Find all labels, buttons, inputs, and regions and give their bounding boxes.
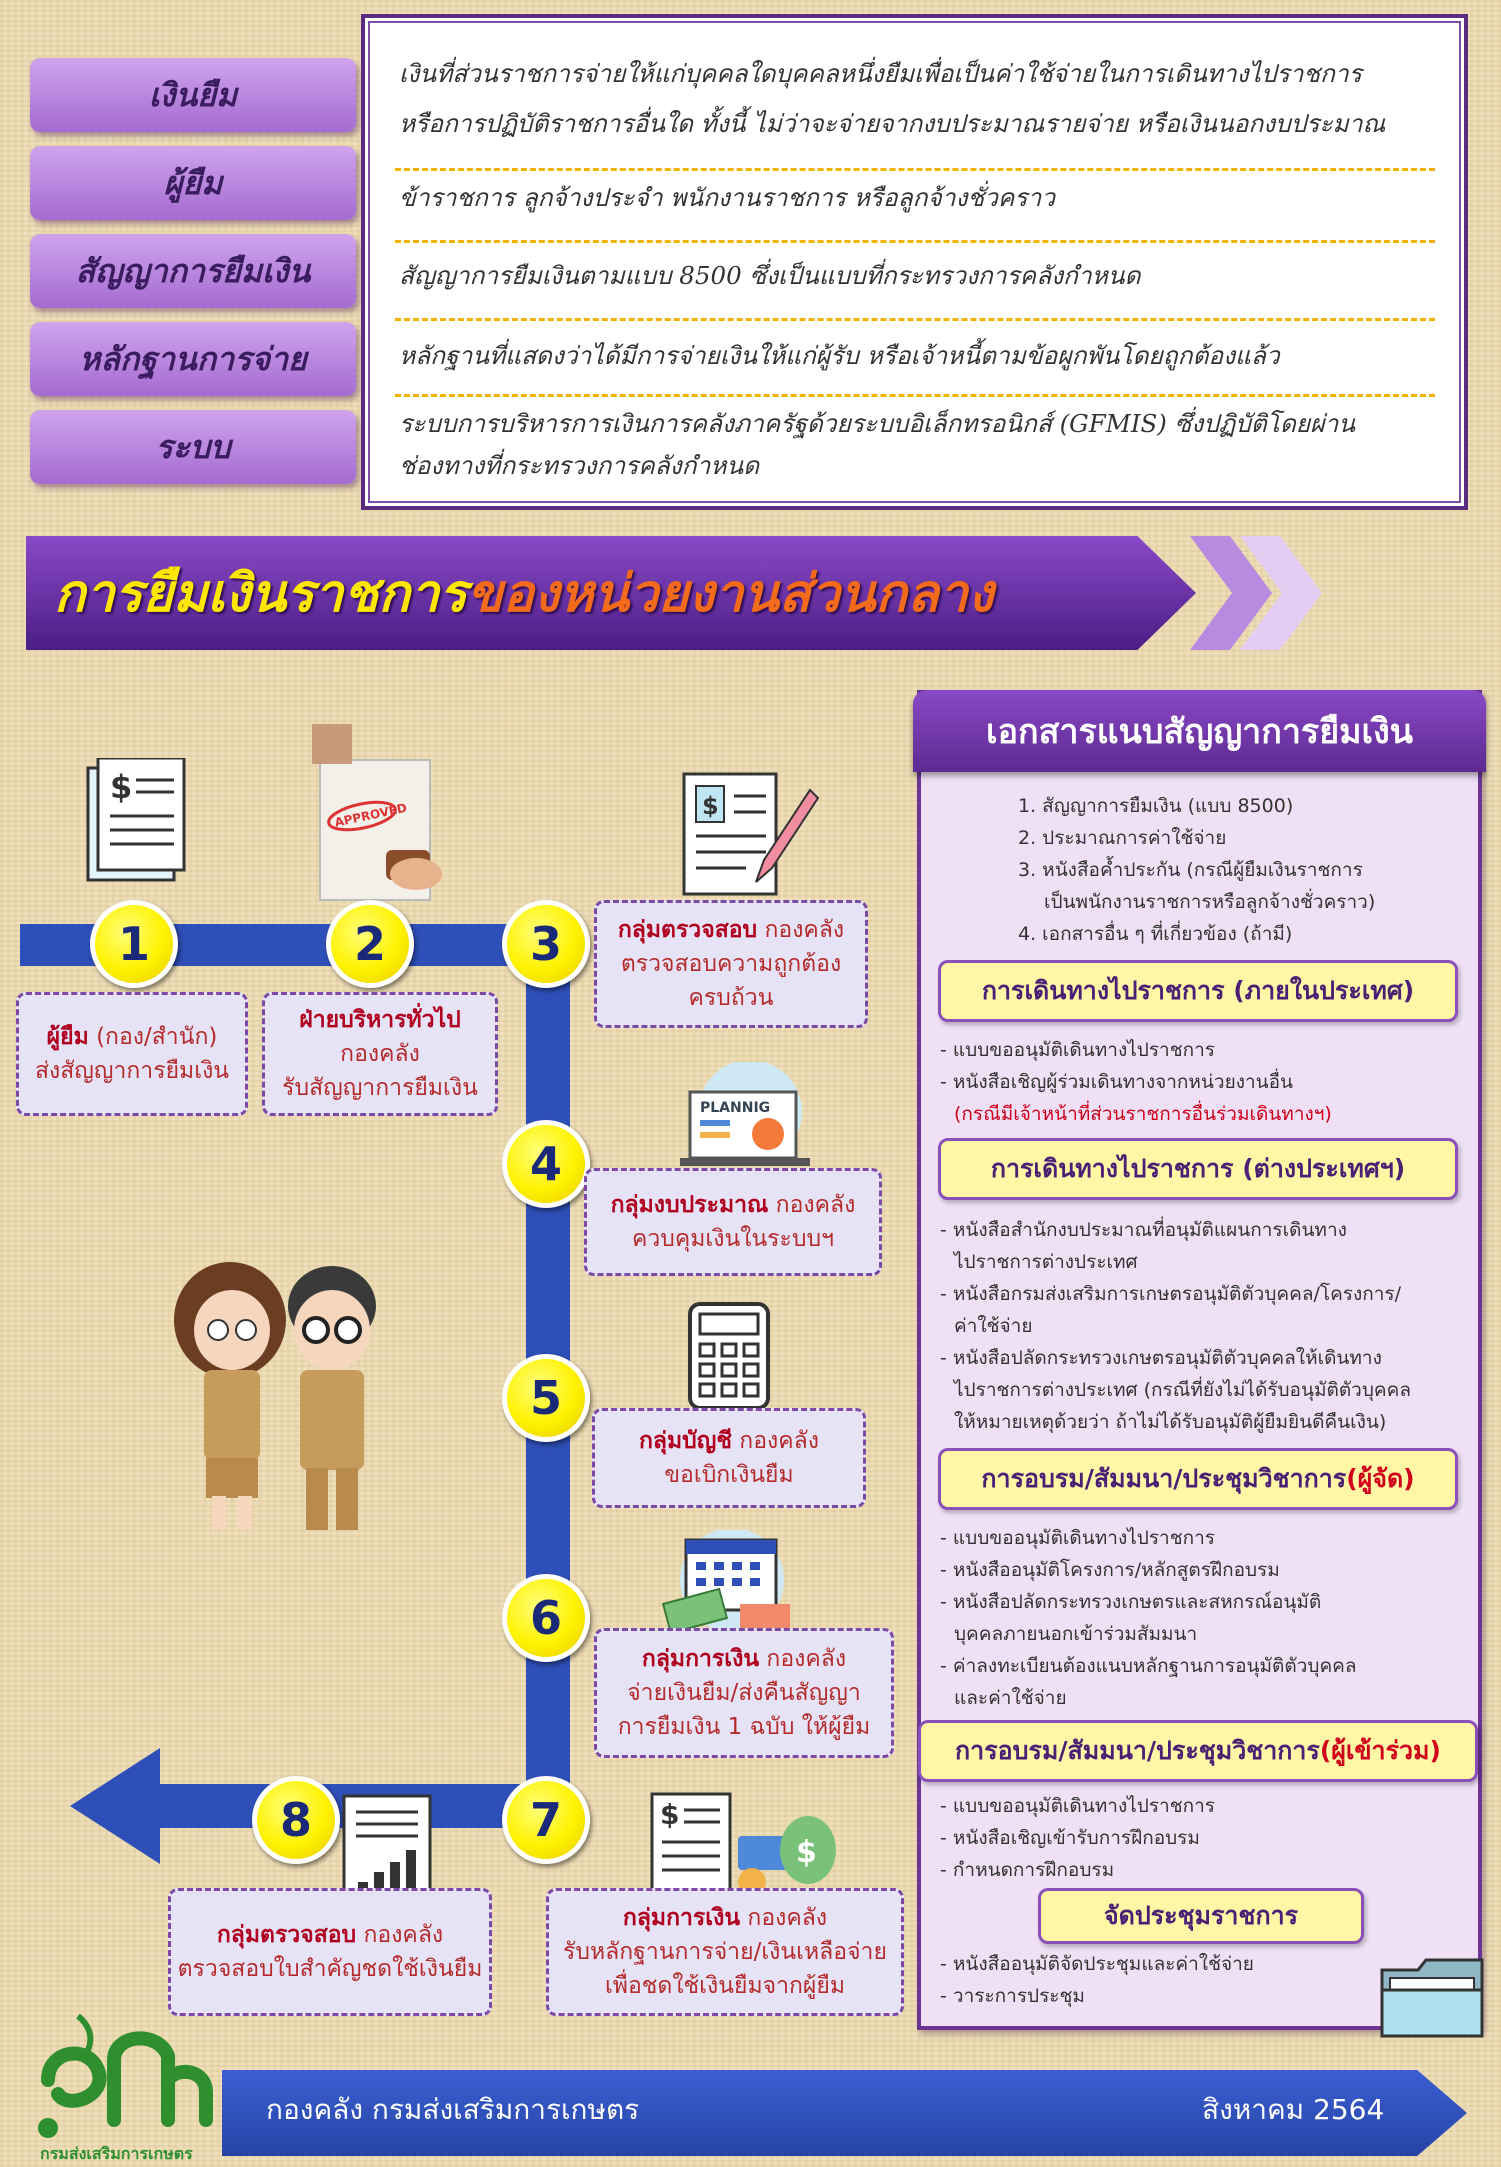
svg-text:$: $ xyxy=(702,792,719,820)
list-item: ไปราชการต่างประเทศ xyxy=(954,1251,1138,1273)
list-item: ค่าใช้จ่าย xyxy=(954,1315,1033,1337)
def-loan-line1: เงินที่ส่วนราชการจ่ายให้แก่บุคคลใดบุคคลหนึ่งยืมเพื่อเป็นค่าใช้จ่ายในการเดินทางไปราชการ xyxy=(399,59,1362,88)
def-payment-evidence: หลักฐานที่แสดงว่าได้มีการจ่ายเงินให้แก่ผู้รับ หรือเจ้าหนี้ตามข้อผูกพันโดยถูกต้องแล้ว xyxy=(399,341,1280,370)
step-8-box xyxy=(168,1888,492,2016)
term-payment-evidence: หลักฐานการจ่าย xyxy=(30,322,356,396)
def-borrower: ข้าราชการ ลูกจ้างประจำ พนักงานราชการ หรือลูกจ้างชั่วคราว xyxy=(399,183,1055,212)
step-3-desc1: ตรวจสอบความถูกต้อง xyxy=(620,951,842,977)
section-participant-items xyxy=(940,1790,1460,1886)
section-title: การอบรม/สัมมนา/ประชุมวิชาการ xyxy=(955,1736,1320,1765)
step-6-number: 6 xyxy=(502,1574,590,1662)
step-5-head: กลุ่มบัญชี xyxy=(639,1428,732,1454)
logo-caption: กรมส่งเสริมการเกษตร xyxy=(40,2144,193,2163)
step-5-unit: กองคลัง xyxy=(732,1428,819,1454)
list-item: - หนังสือปลัดกระทรวงเกษตรอนุมัติตัวบุคคลให้เดินทาง xyxy=(940,1347,1382,1369)
step-6-unit: กองคลัง xyxy=(759,1646,847,1672)
list-item: - หนังสืออนุมัติโครงการ/หลักสูตรฝึกอบรม xyxy=(940,1559,1280,1581)
def-system-line1: ระบบการบริหารการเงินการคลังภาครัฐด้วยระบบอิเล็กทรอนิกส์ (GFMIS) ซึ่งปฏิบัติโดยผ่าน xyxy=(399,409,1355,438)
step-1-desc: ส่งสัญญาการยืมเงิน xyxy=(34,1058,230,1084)
approved-stamp-icon xyxy=(300,724,450,904)
step-2-number: 2 xyxy=(326,900,414,988)
step-4-head: กลุ่มงบประมาณ xyxy=(610,1192,769,1218)
step-6-desc2: การยืมเงิน 1 ฉบับ ให้ผู้ยืม xyxy=(617,1714,871,1740)
title-part1: การยืมเงินราชการ xyxy=(54,564,468,624)
step-5-desc: ขอเบิกเงินยืม xyxy=(664,1462,794,1488)
arrow-left-icon xyxy=(70,1748,160,1864)
svg-text:PLANNIG: PLANNIG xyxy=(700,1100,771,1116)
section-domestic-travel: การเดินทางไปราชการ (ภายในประเทศ) xyxy=(938,960,1458,1022)
step-8-desc: ตรวจสอบใบสำคัญชดใช้เงินยืม xyxy=(177,1956,483,1982)
page-title xyxy=(54,548,993,640)
section-training-organizer xyxy=(938,1448,1458,1510)
svg-text:APPROVED: APPROVED xyxy=(333,800,409,830)
receipt-money-icon xyxy=(650,1790,840,1900)
list-item: - แบบขออนุมัติเดินทางไปราชการ xyxy=(940,1527,1215,1549)
officers-illustration-icon xyxy=(160,1260,400,1540)
list-item: - หนังสืออนุมัติจัดประชุมและค่าใช้จ่าย xyxy=(940,1953,1254,1975)
section-domestic-items xyxy=(940,1034,1460,1130)
list-item: - หนังสือเชิญผู้ร่วมเดินทางจากหน่วยงานอื่น xyxy=(940,1071,1294,1093)
step-3-number: 3 xyxy=(502,900,590,988)
list-item: 1. สัญญาการยืมเงิน (แบบ 8500) xyxy=(1018,795,1294,817)
divider xyxy=(395,240,1435,243)
svg-text:$: $ xyxy=(110,768,133,806)
step-7-desc1: รับหลักฐานการจ่าย/เงินเหลือจ่าย xyxy=(563,1939,887,1965)
term-loan: เงินยืม xyxy=(30,58,356,132)
svg-text:$: $ xyxy=(660,1798,680,1831)
definitions-box xyxy=(361,14,1468,510)
list-item: - ค่าลงทะเบียนต้องแนบหลักฐานการอนุมัติตัวบุคคล xyxy=(940,1655,1357,1677)
list-item-note: (กรณีมีเจ้าหน้าที่ส่วนราชการอื่นร่วมเดินทางฯ) xyxy=(954,1103,1332,1125)
step-4-desc: ควบคุมเงินในระบบฯ xyxy=(631,1226,835,1252)
step-7-number: 7 xyxy=(502,1776,590,1864)
step-8-number: 8 xyxy=(252,1776,340,1864)
attachments-list xyxy=(1018,790,1375,950)
list-item: - กำหนดการฝึกอบรม xyxy=(940,1859,1115,1881)
step-3-unit: กองคลัง xyxy=(757,917,845,943)
step-1-head: ผู้ยืม xyxy=(46,1024,89,1050)
section-organizer-items xyxy=(940,1522,1460,1714)
list-item: 4. เอกสารอื่น ๆ ที่เกี่ยวข้อง (ถ้ามี) xyxy=(1018,923,1293,945)
list-item: เป็นพนักงานราชการหรือลูกจ้างชั่วคราว) xyxy=(1044,891,1376,913)
divider xyxy=(395,318,1435,321)
section-abroad-travel: การเดินทางไปราชการ (ต่างประเทศฯ) xyxy=(938,1138,1458,1200)
chevron-arrows-icon xyxy=(1190,536,1330,650)
list-item: และค่าใช้จ่าย xyxy=(954,1687,1067,1709)
list-item: - แบบขออนุมัติเดินทางไปราชการ xyxy=(940,1795,1215,1817)
step-3-box xyxy=(594,900,868,1028)
section-abroad-items xyxy=(940,1214,1460,1438)
planning-laptop-icon xyxy=(676,1062,826,1172)
def-system-line2: ช่องทางที่กระทรวงการคลังกำหนด xyxy=(399,451,760,480)
list-item: - หนังสือเชิญเข้ารับการฝึกอบรม xyxy=(940,1827,1200,1849)
step-6-box xyxy=(594,1628,894,1758)
term-borrower: ผู้ยืม xyxy=(30,146,356,220)
step-1-number: 1 xyxy=(90,900,178,988)
footer-date: สิงหาคม 2564 xyxy=(1202,2093,1385,2126)
section-meeting: จัดประชุมราชการ xyxy=(1038,1888,1364,1944)
list-item: ให้หมายเหตุด้วยว่า ถ้าไม่ได้รับอนุมัติผู้ยืมยินดีคืนเงิน) xyxy=(954,1411,1387,1433)
list-item: - วาระการประชุม xyxy=(940,1985,1085,2007)
list-item: บุคคลภายนอกเข้าร่วมสัมมนา xyxy=(954,1623,1198,1645)
list-item: 2. ประมาณการค่าใช้จ่าย xyxy=(1018,827,1227,849)
calculator-icon xyxy=(686,1300,772,1412)
step-5-number: 5 xyxy=(502,1354,590,1442)
section-role: (ผู้จัด) xyxy=(1346,1464,1415,1493)
step-2-box xyxy=(262,992,498,1116)
step-2-head: ฝ่ายบริหารทั่วไป xyxy=(299,1007,461,1033)
step-1-box xyxy=(16,992,248,1116)
title-part2: ของหน่วยงานส่วนกลาง xyxy=(467,564,994,624)
document-dollar-icon xyxy=(80,758,190,888)
step-4-unit: กองคลัง xyxy=(768,1192,856,1218)
svg-text:$: $ xyxy=(796,1835,817,1870)
doae-logo-icon xyxy=(28,2010,218,2146)
step-4-box xyxy=(584,1168,882,1276)
document-pen-icon xyxy=(680,770,820,900)
divider xyxy=(395,168,1435,171)
list-item: - หนังสือปลัดกระทรวงเกษตรและสหกรณ์อนุมัติ xyxy=(940,1591,1322,1613)
step-7-desc2: เพื่อชดใช้เงินยืมจากผู้ยืม xyxy=(604,1973,846,1999)
step-6-head: กลุ่มการเงิน xyxy=(641,1646,760,1672)
attachments-title: เอกสารแนบสัญญาการยืมเงิน xyxy=(913,690,1486,772)
divider xyxy=(395,394,1435,397)
step-3-desc2: ครบถ้วน xyxy=(688,985,774,1011)
step-7-box xyxy=(546,1888,904,2016)
list-item: - หนังสือกรมส่งเสริมการเกษตรอนุมัติตัวบุคคล/โครงการ/ xyxy=(940,1283,1402,1305)
list-item: ไปราชการต่างประเทศ (กรณีที่ยังไม่ได้รับอนุมัติตัวบุคคล xyxy=(954,1379,1411,1401)
step-6-desc1: จ่ายเงินยืม/ส่งคืนสัญญา xyxy=(627,1680,861,1706)
step-5-box xyxy=(592,1408,866,1508)
folder-icon xyxy=(1378,1956,1488,2040)
step-7-head: กลุ่มการเงิน xyxy=(622,1905,741,1931)
section-title: การอบรม/สัมมนา/ประชุมวิชาการ xyxy=(981,1464,1347,1493)
def-loan-contract: สัญญาการยืมเงินตามแบบ 8500 ซึ่งเป็นแบบที่กระทรวงการคลังกำหนด xyxy=(399,261,1141,290)
step-4-number: 4 xyxy=(502,1120,590,1208)
footer-organization: กองคลัง กรมส่งเสริมการเกษตร xyxy=(266,2093,640,2126)
step-7-unit: กองคลัง xyxy=(740,1905,828,1931)
list-item: 3. หนังสือค้ำประกัน (กรณีผู้ยืมเงินราชการ xyxy=(1018,859,1363,881)
term-system: ระบบ xyxy=(30,410,356,484)
section-role: (ผู้เข้าร่วม) xyxy=(1319,1736,1441,1765)
step-1-unit: (กอง/สำนัก) xyxy=(88,1024,218,1050)
step-8-unit: กองคลัง xyxy=(356,1922,444,1948)
list-item: - แบบขออนุมัติเดินทางไปราชการ xyxy=(940,1039,1215,1061)
calendar-money-icon xyxy=(660,1530,800,1640)
step-3-head: กลุ่มตรวจสอบ xyxy=(617,917,758,943)
def-loan-line2: หรือการปฏิบัติราชการอื่นใด ทั้งนี้ ไม่ว่าจะจ่ายจากงบประมาณรายจ่าย หรือเงินนอกงบประมาณ xyxy=(399,109,1386,138)
term-loan-contract: สัญญาการยืมเงิน xyxy=(30,234,356,308)
section-training-participant xyxy=(918,1720,1478,1782)
step-8-head: กลุ่มตรวจสอบ xyxy=(216,1922,357,1948)
step-2-unit: กองคลัง xyxy=(340,1041,420,1067)
step-2-desc: รับสัญญาการยืมเงิน xyxy=(282,1075,478,1101)
list-item: - หนังสือสำนักงบประมาณที่อนุมัติแผนการเดินทาง xyxy=(940,1219,1347,1241)
